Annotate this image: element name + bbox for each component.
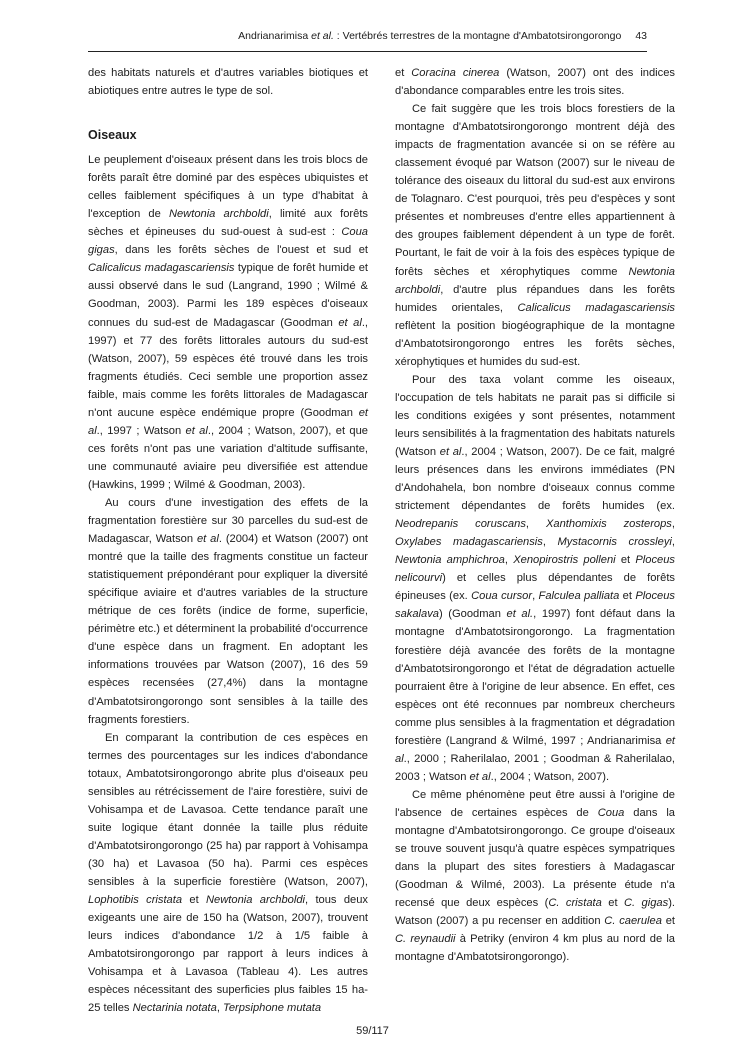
- text-run: des habitats naturels et d'autres variables biotiques et abiotiques entre autres le type de sol.: [88, 67, 368, 98]
- text-run: ,: [504, 554, 514, 567]
- header-title: : Vertébrés terrestres de la montagne d'Ambatotsirongorongo: [333, 30, 622, 42]
- italic-term: Coracina cinerea: [411, 67, 500, 79]
- page-number: 43: [635, 30, 647, 42]
- text-run: En comparant la contribution de ces espèces en termes des pourcentages sur les indices d'abondance totaux, Ambatotsirongorongo abrite plus d'oiseaux peu sensibles au rétrécissement de l'aire forestière, suivi de Vohisampa et de Lavasoa. Cette tendance paraît une suite logique étant donnée la taille plus réduite d'Ambatotsirongorongo (25 ha) par rapport à Vohisampa (30 ha) et Lavasoa (50 ha). Parmi ces espèces sensibles à la superficie forestière (Watson, 2007),: [88, 731, 368, 888]
- paragraph: [88, 64, 368, 100]
- text-run: ,: [532, 590, 539, 603]
- paragraph: [88, 729, 368, 1018]
- text-run: ., 1997) et 77 des forêts littorales autours du sud-est (Watson, 2007), 59 espèces été trouvé dans les trois fragments étudiés. Ceci semble une proportion assez faible, mais comme les forêts littorales de Madagascar n'ont aucune espèce endémique propre (Goodman: [88, 316, 369, 419]
- italic-term: C. gigas: [623, 897, 669, 910]
- italic-term: Lophotibis cristata: [88, 894, 183, 907]
- text-run: Ce fait suggère que les trois blocs forestiers de la montagne d'Ambatotsirongorongo montrent déjà des impacts de fragmentation avancée si on se réfère au classement évoqué par Watson (2007) sur le niveau de tolérance des oiseaux du littoral du sud-est aux environs de Tolagnaro. C'est pourquoi, très peu d'espèces y sont présentes et nombreuses d'entre elles appartiennent à des groupes faiblement dépendent à un type de forêt. Pourtant, le fait de voir à la fois des espèces typique de forêts sèches et xérophytiques comme: [395, 103, 675, 278]
- text-run: ., 1997 ; Watson: [96, 424, 186, 437]
- italic-term: Ploceus sakalava: [395, 590, 675, 621]
- italic-term: Coua: [597, 806, 625, 819]
- italic-term: et al: [185, 424, 208, 437]
- paragraph: [88, 151, 368, 494]
- italic-term: Ploceus nelicourvi: [395, 554, 675, 585]
- text-run: (Watson, 2007) ont des indices d'abondance comparables entre les trois sites.: [395, 67, 675, 98]
- italic-term: C. cristata: [548, 897, 602, 910]
- paragraph: [395, 371, 675, 786]
- text-run: , 1997) font défaut dans la montagne d'Ambatotsirongorongo. La fragmentation forestière déjà avancée des forêts de la montagne d'Ambatotsirongorongo et l'état de dégradation actuelle pourraient être à l'origine de leur absence. En effet, ces espèces ont été reconnues par nombreux chercheurs comme plus sensibles à la fragmentation et dégradation forestière (Langrand & Wilmé, 1997 ; Andrianarimisa: [395, 608, 676, 747]
- italic-term: Newtonia archboldi: [395, 265, 675, 296]
- running-header: [88, 30, 647, 52]
- italic-term: et al: [395, 734, 675, 765]
- text-run: , d'autre plus répandues dans les forêts humides orientales,: [395, 283, 675, 314]
- italic-term: et al: [196, 533, 219, 546]
- text-run: Ce même phénomène peut être aussi à l'origine de l'absence de certaines espèces de: [395, 788, 675, 819]
- text-run: typique de forêt humide et aussi observé dans le sud (Langrand, 1990 ; Wilmé & Goodman, 2003). Parmi les 189 espèces d'oiseaux connues du sud-est de Madagascar (Goodman: [88, 262, 368, 329]
- paragraph: [395, 786, 675, 966]
- text-run: et: [615, 554, 636, 567]
- page-counter: 59/117: [356, 1025, 389, 1037]
- italic-term: et al: [338, 316, 362, 329]
- paragraph: [395, 100, 675, 371]
- text-run: ., 2004 ; Watson, 2007).: [490, 770, 610, 783]
- text-run: reflètent la position biogéographique de la montagne d'Ambatotsirongorongo entres les forêts sèches, xérophytiques et humides du sud-est.: [395, 319, 675, 368]
- text-run: ,: [216, 1002, 224, 1015]
- italic-term: Newtonia amphichroa: [395, 554, 505, 567]
- italic-term: Coua cursor: [471, 590, 533, 603]
- text-run: et: [661, 915, 675, 928]
- italic-term: et al: [469, 770, 491, 783]
- text-run: , dans les forêts sèches de l'ouest et sud et: [114, 244, 368, 257]
- text-run: et: [395, 67, 412, 79]
- italic-term: Newtonia archboldi: [206, 894, 306, 907]
- italic-term: Xanthomixis zosterops: [545, 518, 672, 531]
- text-run: ., 2004 ; Watson, 2007). De ce fait, malgré leurs présences dans les environs immédiates (PN d'Andohahela, bon nombre d'oiseaux connus comme strictement dépendantes de forêts humides (ex.: [395, 445, 675, 513]
- text-run: ,: [542, 536, 558, 549]
- italic-term: Calicalicus madagascariensis: [88, 262, 235, 275]
- text-run: et: [619, 590, 636, 603]
- text-run: dans la montagne d'Ambatotsirongorongo. Ce groupe d'oiseaux se trouve souvent jusqu'à quatre espèces sympatriques dans la plupart des sites forestiers à Madagascar (Goodman & Wilmé, 2003). La présente étude n'a recensé que deux espèces (: [395, 806, 675, 910]
- text-run: Au cours d'une investigation des effets de la fragmentation forestière sur 30 parcelles du sud-est de Madagascar, Watson: [88, 496, 368, 546]
- italic-term: Terpsiphone mutata: [223, 1002, 322, 1015]
- italic-term: et al.: [506, 608, 534, 621]
- text-run: , tous deux exigeants une aire de 150 ha (Watson, 2007), trouvent leurs indices d'abondance 1/2 à 1/5 faible à Ambatotsirongorongo par rapport à leurs indices à Vohisampa et à Lavasoa (Tableau 4). Les autres espèces nécessitant des superficies plus faibles 15 ha- 25 telles: [88, 894, 369, 1015]
- italic-term: et al: [439, 445, 462, 458]
- text-run: ,: [525, 518, 546, 531]
- italic-term: Mystacornis crossleyi: [557, 536, 672, 549]
- text-run: et: [601, 897, 624, 910]
- italic-term: Nectarinia notata: [132, 1002, 217, 1015]
- text-run: Le peuplement d'oiseaux présent dans les trois blocs de forêts paraît être dominé par des espèces ubiquistes et celles faiblement spécifiques à un type d'habitat à l'exception de: [88, 154, 368, 221]
- italic-term: Neodrepanis coruscans: [395, 518, 526, 531]
- italic-term: Newtonia archboldi: [168, 208, 269, 221]
- text-run: ) (Goodman: [438, 608, 507, 621]
- italic-term: C. caerulea: [604, 915, 662, 928]
- italic-term: Oxylabes madagascariensis: [395, 536, 543, 549]
- paragraph: [88, 494, 368, 729]
- text-run: ., 2000 ; Raherilalao, 2001 ; Goodman & Raherilalao, 2003 ; Watson: [395, 752, 675, 783]
- text-run: , limité aux forêts sèches et épineuses du sud-ouest à sud-est :: [88, 208, 369, 239]
- text-run: ., 2004 ; Watson, 2007), et que ces forêts n'ont pas une variation d'altitude suffisante, une communauté aviaire peu diversifiée est attendue (Hawkins, 1999 ; Wilmé & Goodman, 2003).: [88, 424, 368, 491]
- section-heading: Oiseaux: [88, 128, 137, 143]
- text-run: ) et celles plus dépendantes de forêts épineuses (ex.: [395, 572, 675, 603]
- italic-term: et al: [88, 406, 368, 437]
- header-authors: Andrianarimisa: [238, 30, 309, 42]
- text-run: ). Watson (2007) a pu recenser en addition: [395, 897, 676, 928]
- left-column: [88, 64, 368, 1017]
- italic-term: Calicalicus madagascariensis: [517, 301, 675, 314]
- text-run: ,: [671, 518, 675, 531]
- italic-term: Coua gigas: [88, 226, 368, 257]
- text-run: Pour des taxa volant comme les oiseaux, l'occupation de tels habitats ne parait pas si difficile si les conditions exigées y sont présentes, notamment leurs sensibilités à la fragmentation des habitats naturels (Watson: [395, 373, 675, 458]
- text-run: ,: [671, 536, 675, 549]
- text-run: et: [182, 894, 207, 907]
- italic-term: C. reynaudii: [395, 933, 456, 946]
- text-run: à Petriky (environ 4 km plus au nord de la montagne d'Ambatotsirongorongo).: [395, 933, 675, 964]
- italic-term: Xenopirostris polleni: [513, 554, 616, 567]
- paragraph: [395, 64, 675, 100]
- italic-term: Falculea palliata: [538, 590, 620, 603]
- text-run: . (2004) et Watson (2007) ont montré que la taille des fragments constitue un facteur statistiquement prépondérant pour expliquer la diversité spécifique aviaire et d'autres variables de la structure métrique de ces forêts (indice de forme, superficie, périmètre etc.) et déterminent la probabilité d'occurrence d'une espèce dans un fragment. En adoptant les informations trouvées par Watson (2007), 16 des 59 espèces recensées (27,4%) dans la montagne d'Ambatotsirongorongo sont sensibles à la taille des fragments forestiers.: [88, 533, 368, 726]
- running-title: [238, 30, 621, 42]
- header-etal: et al.: [311, 30, 334, 42]
- right-column: [395, 64, 675, 966]
